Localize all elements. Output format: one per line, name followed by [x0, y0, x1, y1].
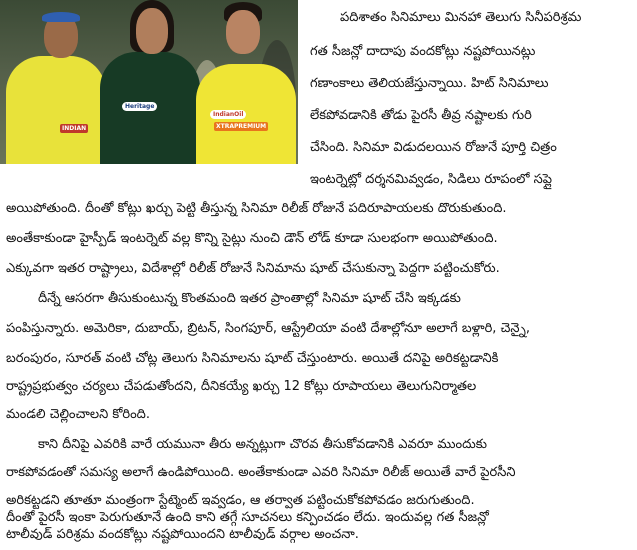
article-line: రాకపోవడంతో సమస్య అలాగే ఉండిపోయింది. అంతేకాకుండా ఎవరి సినిమా రిలీజ్ అయితే వారే పైరసీని — [6, 465, 516, 480]
article-line: లేకపోవడానికి తోడు పైరసీ తీవ్ర నష్టాలకు గురి — [310, 108, 532, 123]
article-line: దీంతో పైరసీ ఇంకా పెరుగుతూనే ఉంది కాని తగ్గే సూచనలు కన్పించడం లేదు. ఇందువల్ల గత సీజన్లో — [6, 510, 489, 525]
article-line: చేసింది. సినిమా విడుదలయిన రోజునే పూర్తి చిత్రం — [310, 140, 557, 155]
article-line: ఇంటర్నెట్లో దర్శనమివ్వడం, సిడిలు రూపంలో సప్లై — [310, 172, 553, 187]
article-line: అరికట్టడని తూతూ మంత్రంగా స్టేట్మెంట్ ఇవ్వడం, ఆ తర్వాత పట్టించుకోకపోవడం జరుగుతుంది. — [6, 493, 475, 508]
article-line: గణాంకాలు తెలియజేస్తున్నాయి. హిట్ సినిమాలు — [310, 76, 549, 91]
jersey-logo: Heritage — [122, 102, 157, 111]
article-line: పంపిస్తున్నారు. అమెరికా, దుబాయ్, బ్రిటన్, సింగపూర్, ఆస్ట్రేలియా వంటి దేశాల్లోనూ అలాగే బళ్లారి, చెన్నై, — [6, 321, 530, 336]
article-line: మండలి చెల్లించాలని కోరింది. — [6, 407, 150, 422]
jersey-logo: IndianOil — [210, 110, 246, 119]
article-line: గత సీజన్లో దాదాపు వందకోట్లు నష్టపోయినట్లు — [310, 44, 536, 59]
article-line: అయిపోతుంది. దీంతో కోట్లు ఖర్చు పెట్టి తీస్తున్న సినిమా రిలీజ్ రోజునే పదిరూపాయలకు దొరుకుతుంది. — [6, 201, 507, 216]
article-line: పదిశాతం సినిమాలు మినహా తెలుగు సినీపరిశ్రమ — [340, 10, 582, 25]
article-line: కాని దీనిపై ఎవరికి వారే యమునా తీరు అన్నట్లుగా చొరవ తీసుకోవడానికి ఎవరూ ముందుకు — [38, 437, 488, 452]
jersey-badge: XTRAPREMIUM — [216, 123, 267, 130]
article-line: అంతేకాకుండా హైస్పీడ్ ఇంటర్నెట్ వల్ల కొన్ని సైట్లు నుంచి డౌన్ లోడ్ కూడా సులభంగా అయిపోతుంది. — [6, 231, 498, 246]
article-line: బరంపురం, సూరత్ వంటి చోట్ల తెలుగు సినిమాలను షూట్ చేస్తుంటారు. అయితే దనిపై అరికట్టడానికి — [6, 351, 499, 366]
article-line: ఎక్కువగా ఇతర రాష్ట్రాలు, విదేశాల్లో రిలీజ్ రోజునే సినిమాను షూట్ చేసుకున్నా పెద్దగా పట్టించుకోరు. — [6, 261, 500, 276]
article-line: టాలీవుడ్ పరిశ్రమ వందకోట్లు నష్టపోయిందని టాలీవుడ్ వర్గాల అంచనా. — [6, 527, 359, 542]
article-line: దీన్నే ఆసరగా తీసుకుంటున్న కొంతమంది ఇతర ప్రాంతాల్లో సినిమా షూట్ చేసి ఇక్కడకు — [38, 291, 461, 306]
article-line: రాష్ట్రప్రభుత్వం చర్యలు చేపడుతోందని, దీనికయ్యే ఖర్చు 12 కోట్లు రూపాయలు తెలుగునిర్మాతల — [6, 379, 477, 394]
jersey-badge: INDIAN — [62, 125, 87, 132]
